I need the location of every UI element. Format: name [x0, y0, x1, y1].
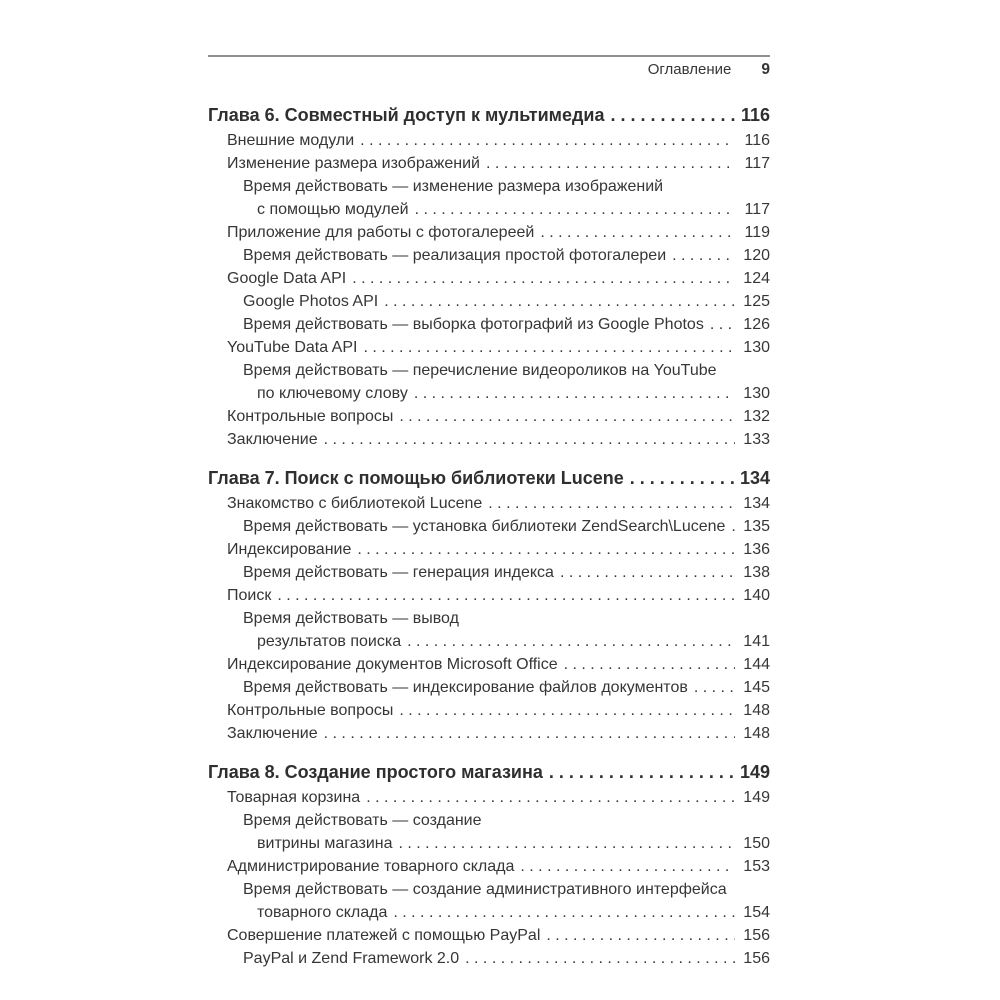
entry-page-number: 148	[743, 702, 770, 719]
entry-title: Google Data API	[227, 270, 347, 287]
entry-page-number: 125	[743, 293, 770, 310]
entry-title: Совершение платежей с помощью PayPal	[227, 927, 541, 944]
dot-leader	[465, 947, 735, 970]
entry-title: Время действовать — изменение размера изображений	[243, 178, 664, 195]
toc-entry	[208, 538, 770, 561]
dot-leader	[277, 584, 735, 607]
toc-entry	[208, 947, 770, 970]
entry-title: Время действовать — установка библиотеки ZendSearch\Lucene	[243, 518, 726, 535]
toc-entry	[208, 607, 770, 630]
dot-leader	[384, 290, 735, 313]
entry-page-number: 134	[743, 495, 770, 512]
toc-entry	[208, 809, 770, 832]
dot-leader	[672, 244, 735, 267]
dot-leader	[488, 492, 735, 515]
toc-entry	[208, 878, 770, 901]
entry-page-number: 153	[743, 858, 770, 875]
toc-entry	[208, 428, 770, 451]
entry-title: Google Photos API	[243, 293, 379, 310]
dot-leader	[399, 405, 735, 428]
entry-title: Приложение для работы с фотогалереей	[227, 224, 535, 241]
dot-leader	[366, 786, 735, 809]
entry-page-number: 156	[743, 927, 770, 944]
entry-page-number: 141	[743, 633, 770, 650]
toc-entry	[208, 699, 770, 722]
entry-page-number: 149	[743, 789, 770, 806]
entry-page-number: 136	[743, 541, 770, 558]
dot-leader	[630, 466, 735, 490]
entry-title: Время действовать — генерация индекса	[243, 564, 554, 581]
chapter-section	[208, 103, 770, 451]
chapter-section	[208, 760, 770, 970]
entry-title: Внешние модули	[227, 132, 355, 149]
toc-entry	[208, 630, 770, 653]
entry-title: Время действовать — выборка фотографий из Google Photos	[243, 316, 704, 333]
toc-entry	[208, 267, 770, 290]
entry-page-number: 144	[743, 656, 770, 673]
entry-title: Поиск	[227, 587, 272, 604]
chapter-title: Глава 6. Совместный доступ к мультимедиа	[208, 105, 605, 125]
dot-leader	[564, 653, 735, 676]
toc-list	[208, 103, 770, 970]
toc-entry	[208, 244, 770, 267]
dot-leader	[731, 515, 735, 538]
entry-title: PayPal и Zend Framework 2.0	[243, 950, 460, 967]
chapter-page-number: 116	[740, 105, 770, 125]
dot-leader	[694, 676, 735, 699]
toc-entry	[208, 313, 770, 336]
chapter-page-number: 149	[739, 762, 770, 782]
entry-page-number: 124	[743, 270, 770, 287]
chapter-page-number: 134	[739, 468, 770, 488]
toc-entry	[208, 561, 770, 584]
entry-title: Индексирование документов Microsoft Office	[227, 656, 558, 673]
toc-entry	[208, 221, 770, 244]
entry-title: Знакомство с библиотекой Lucene	[227, 495, 483, 512]
dot-leader	[360, 129, 735, 152]
running-header-title: Оглавление	[647, 61, 732, 78]
entry-title: Заключение	[227, 431, 318, 448]
dot-leader	[520, 855, 735, 878]
entry-page-number: 132	[743, 408, 770, 425]
dot-leader	[407, 630, 735, 653]
toc-entry	[208, 198, 770, 221]
entry-page-number: 130	[743, 385, 770, 402]
dot-leader	[399, 832, 736, 855]
toc-entry	[208, 405, 770, 428]
entry-title: по ключевому слову	[257, 385, 408, 402]
toc-entry	[208, 584, 770, 607]
toc-entry	[208, 786, 770, 809]
entry-page-number: 120	[743, 247, 770, 264]
entry-title: Время действовать — создание административного интерфейса	[243, 881, 727, 898]
dot-leader	[393, 901, 735, 924]
dot-leader	[540, 221, 735, 244]
dot-leader	[486, 152, 735, 175]
entry-title: Время действовать — индексирование файлов документов	[243, 679, 688, 696]
entry-page-number: 130	[743, 339, 770, 356]
entry-title: Индексирование	[227, 541, 352, 558]
dot-leader	[352, 267, 735, 290]
toc-entry	[208, 515, 770, 538]
entry-page-number: 150	[743, 835, 770, 852]
toc-entry	[208, 722, 770, 745]
toc-entry	[208, 832, 770, 855]
running-header	[208, 59, 770, 81]
toc-entry	[208, 152, 770, 175]
page-header	[208, 55, 770, 81]
dot-leader	[399, 699, 735, 722]
entry-title: Время действовать — реализация простой фотогалереи	[243, 247, 667, 264]
entry-page-number: 148	[743, 725, 770, 742]
entry-title: Контрольные вопросы	[227, 408, 394, 425]
toc-entry	[208, 676, 770, 699]
entry-title: Администрирование товарного склада	[227, 858, 515, 875]
running-header-page-number: 9	[761, 61, 770, 78]
entry-page-number: 117	[744, 155, 770, 172]
entry-page-number: 135	[743, 518, 770, 535]
entry-title: с помощью модулей	[257, 201, 409, 218]
dot-leader	[610, 103, 735, 127]
toc-entry	[208, 129, 770, 152]
entry-page-number: 133	[743, 431, 770, 448]
dot-leader	[549, 760, 735, 784]
dot-leader	[710, 313, 735, 336]
chapter-title: Глава 8. Создание простого магазина	[208, 762, 543, 782]
dot-leader	[357, 538, 735, 561]
entry-page-number: 119	[744, 224, 770, 241]
entry-title: Время действовать — вывод	[243, 610, 459, 627]
toc-entry	[208, 653, 770, 676]
header-rule	[208, 55, 770, 57]
toc-entry	[208, 901, 770, 924]
entry-page-number: 156	[743, 950, 770, 967]
dot-leader	[324, 428, 735, 451]
entry-title: результатов поиска	[257, 633, 402, 650]
entry-page-number: 154	[743, 904, 770, 921]
entry-title: Время действовать — создание	[243, 812, 482, 829]
entry-title: Время действовать — перечисление видеороликов на YouTube	[243, 362, 717, 379]
chapter-heading	[208, 466, 770, 490]
dot-leader	[546, 924, 735, 947]
entry-title: YouTube Data API	[227, 339, 358, 356]
toc-entry	[208, 290, 770, 313]
dot-leader	[363, 336, 735, 359]
entry-title: Контрольные вопросы	[227, 702, 394, 719]
chapter-heading	[208, 760, 770, 784]
toc-entry	[208, 492, 770, 515]
toc-entry	[208, 924, 770, 947]
entry-title: Товарная корзина	[227, 789, 361, 806]
entry-page-number: 138	[743, 564, 770, 581]
toc-entry	[208, 382, 770, 405]
entry-title: Заключение	[227, 725, 318, 742]
chapter-section	[208, 466, 770, 745]
toc-entry	[208, 336, 770, 359]
entry-title: Изменение размера изображений	[227, 155, 480, 172]
dot-leader	[324, 722, 735, 745]
toc-entry	[208, 175, 770, 198]
entry-page-number: 145	[743, 679, 770, 696]
entry-page-number: 116	[744, 132, 770, 149]
entry-page-number: 117	[744, 201, 770, 218]
chapter-heading	[208, 103, 770, 127]
entry-title: товарного склада	[257, 904, 388, 921]
dot-leader	[560, 561, 735, 584]
chapter-title: Глава 7. Поиск с помощью библиотеки Lucene	[208, 468, 624, 488]
entry-title: витрины магазина	[257, 835, 393, 852]
entry-page-number: 140	[743, 587, 770, 604]
toc-entry	[208, 359, 770, 382]
toc-entry	[208, 855, 770, 878]
entry-page-number: 126	[743, 316, 770, 333]
dot-leader	[415, 198, 735, 221]
dot-leader	[414, 382, 735, 405]
page-content	[208, 55, 770, 970]
